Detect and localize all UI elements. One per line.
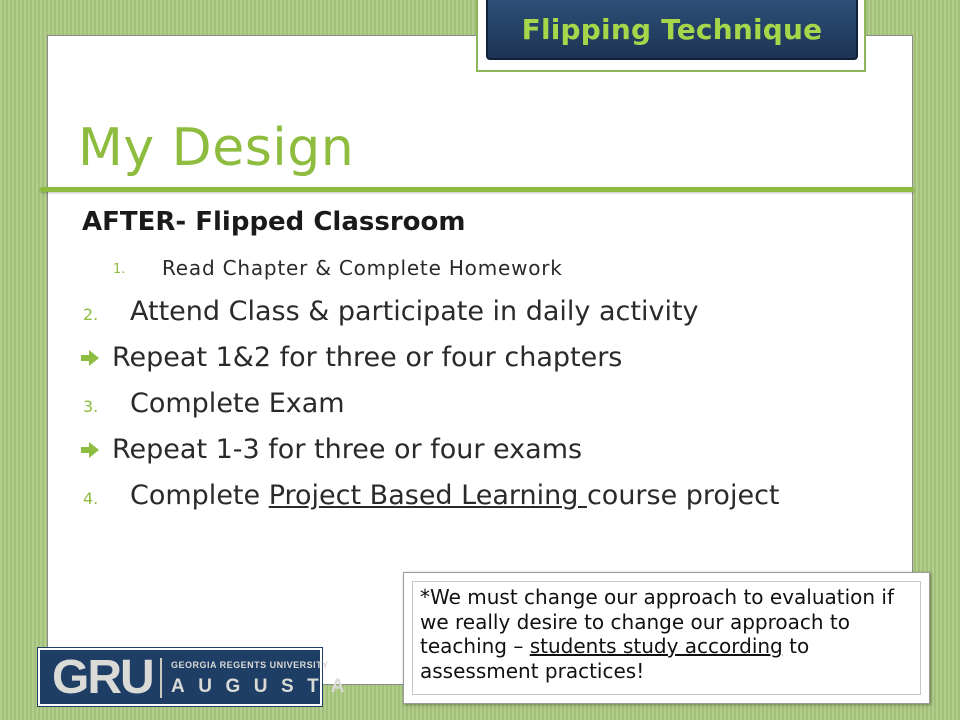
title-divider bbox=[40, 187, 914, 192]
slide-title: My Design bbox=[78, 118, 355, 178]
logo-abbreviation: GRU bbox=[52, 651, 153, 704]
note-underlined-text: students study according bbox=[529, 634, 783, 658]
item-number: 4. bbox=[83, 489, 99, 508]
item-number: 1. bbox=[113, 262, 126, 277]
note-box bbox=[403, 572, 930, 704]
note-text-part: *We must change our approach to evaluation if we really desire to change our approach to teaching – bbox=[420, 585, 895, 658]
underlined-term: Project Based Learning bbox=[268, 480, 587, 511]
right-arrow-bullet-icon bbox=[80, 441, 100, 459]
item-number: 2. bbox=[83, 305, 99, 324]
section-badge bbox=[486, 0, 858, 60]
list-item bbox=[130, 480, 780, 511]
item-text: Complete bbox=[130, 480, 269, 511]
right-arrow-bullet-icon bbox=[80, 349, 100, 367]
list-item: Repeat 1&2 for three or four chapters bbox=[112, 342, 623, 373]
list-item: Repeat 1-3 for three or four exams bbox=[112, 434, 583, 465]
logo-city: AUGUSTA bbox=[171, 676, 359, 697]
item-number: 3. bbox=[83, 397, 99, 416]
university-logo bbox=[38, 648, 359, 706]
note-text bbox=[420, 585, 920, 683]
logo-university-name: GEORGIA REGENTS UNIVERSITY bbox=[171, 660, 329, 670]
list-item: Read Chapter & Complete Homework bbox=[162, 256, 563, 280]
note-text-part: to assessment practices! bbox=[420, 634, 810, 683]
section-badge-label: Flipping Technique bbox=[521, 12, 823, 46]
content-heading: AFTER- Flipped Classroom bbox=[82, 207, 466, 237]
item-text: course project bbox=[586, 480, 780, 511]
list-item: Attend Class & participate in daily activity bbox=[130, 296, 699, 327]
list-item: Complete Exam bbox=[130, 388, 345, 419]
logo-divider bbox=[160, 658, 162, 698]
